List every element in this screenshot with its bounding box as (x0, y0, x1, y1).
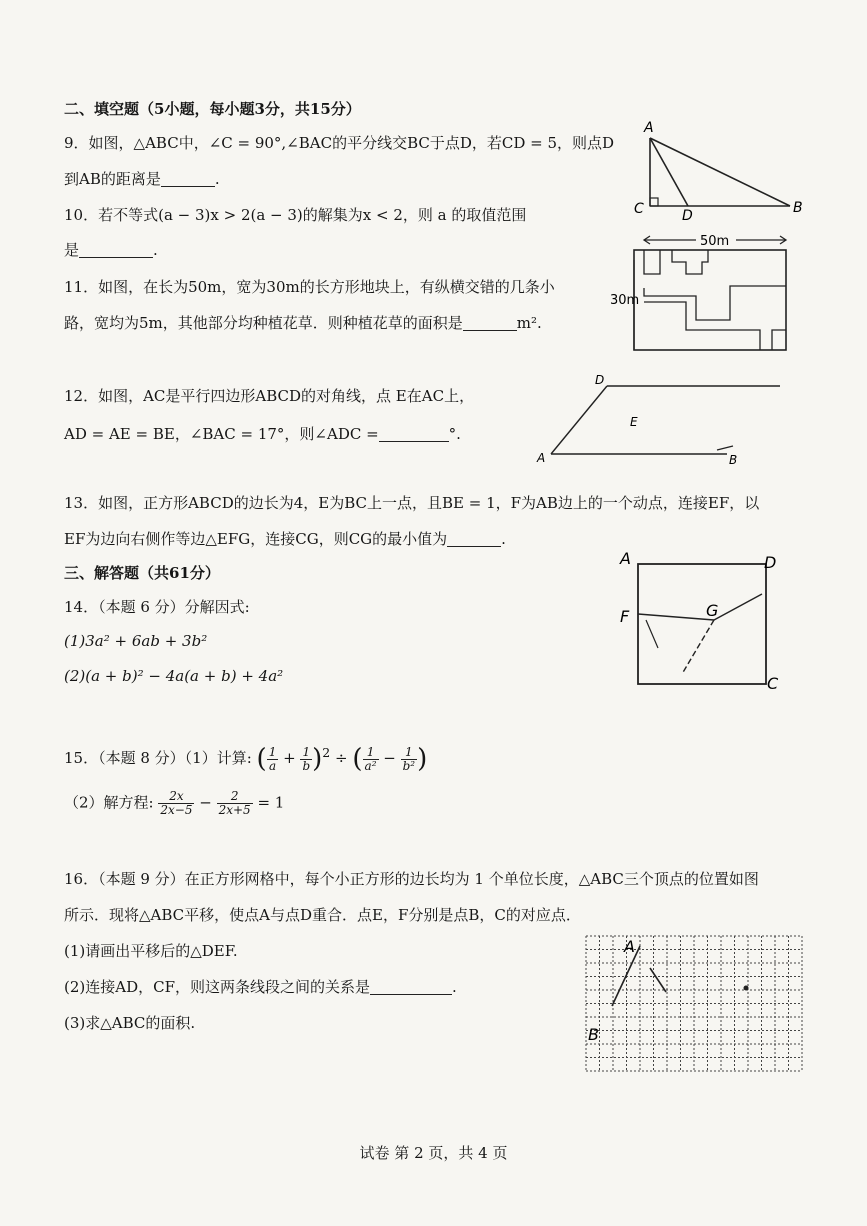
q13-line2-text: EF为边向右侧作等边△EFG，连接CG，则CG的最小值为 (64, 530, 448, 548)
q13-label-d: D (764, 553, 777, 572)
q15-part2-label: （2）解方程: (64, 793, 154, 812)
q15-frac-3 (363, 746, 379, 773)
q11-line1: 11．如图，在长为50m，宽为30m的长方形地块上，有纵横交错的几条小 (64, 278, 555, 296)
q12-label-e: E (630, 415, 638, 429)
q9-figure (630, 118, 815, 227)
q16-line1: 16．（本题 9 分）在正方形网格中，每个小正方形的边长均为 1 个单位长度，△ABC三个顶点的位置如图 (64, 870, 759, 888)
q11-line2-text: 路，宽均为5m，其他部分均种植花草．则种植花草的面积是 (64, 314, 463, 332)
q11-figure (610, 230, 795, 359)
section-2-heading: 二、填空题（5小题，每小题3分，共15分） (64, 100, 361, 118)
q15-frac-4-den: b² (402, 758, 416, 773)
q16-dotted-grid (586, 936, 802, 1071)
q13-label-g: G (706, 601, 719, 620)
q11-length-label: 50m (700, 234, 730, 249)
q11-line2-end: m². (516, 314, 542, 332)
q13-label-c: C (767, 674, 779, 693)
q9-line2-end: . (214, 170, 220, 188)
q11-path-h2 (644, 302, 760, 350)
q11-path-v2 (672, 250, 708, 274)
q9-label-b: B (793, 200, 803, 216)
q9-line2-text: 到AB的距离是 (64, 170, 161, 188)
q11-width-label: 30m (610, 293, 640, 308)
q9-triangle-diagram (630, 118, 815, 223)
q15-close-paren-2: ) (417, 744, 428, 774)
q13-square (638, 564, 766, 684)
q12-answer-blank (379, 427, 449, 442)
q9-label-c: C (634, 201, 644, 217)
q11-path-v1 (644, 250, 660, 274)
q15-eq-frac-2-num: 2 (217, 790, 253, 804)
q11-field-rect (634, 250, 786, 350)
q16-line2: 所示．现将△ABC平移，使点A与点D重合．点E，F分别是点B，C的对应点． (64, 906, 581, 924)
q12-line1: 12．如图，AC是平行四边形ABCD的对角线，点 E在AC上， (64, 387, 475, 405)
q9-line1: 9．如图，△ABC中，∠C = 90°,∠BAC的平分线交BC于点D，若CD = 5，则点D (64, 134, 615, 152)
q15-frac-3-num: 1 (363, 746, 379, 760)
q12-line2 (64, 423, 461, 445)
q11-path-h1 (644, 286, 786, 320)
q13-square-diagram (612, 548, 792, 693)
q12-extra-stroke (717, 446, 733, 450)
q13-figure (612, 548, 792, 697)
q13-segment-gc (714, 594, 762, 620)
q16-part1: (1)请画出平移后的△DEF. (64, 942, 238, 960)
q15-eq-frac-2 (217, 790, 253, 817)
q16-part3: (3)求△ABC的面积. (64, 1014, 196, 1032)
q12-label-a: A (537, 451, 546, 465)
q10-line1: 10．若不等式(a − 3)x > 2(a − 3)的解集为x < 2，则 a 的取值范围 (64, 206, 527, 224)
q11-line2 (64, 312, 542, 334)
q12-parallelogram-diagram (535, 370, 785, 470)
q9-side-ab (650, 138, 790, 206)
q15-frac-2-den: b (302, 758, 311, 773)
q16-answer-blank (370, 980, 452, 995)
q12-figure (535, 370, 785, 474)
q13-line2 (64, 528, 506, 550)
q15-frac-3-den: a² (364, 758, 377, 773)
q15-eq-frac-1-den: 2x−5 (160, 803, 193, 817)
q15-part2: （2）解方程: $\frac{2x}{2x-5}$ − $\frac{2}{2x+5}$ = 1 (64, 789, 285, 817)
q12-line2-end: °. (448, 425, 461, 443)
q16-label-a: A (624, 937, 635, 956)
q15-divide-sign: ÷ (335, 749, 348, 767)
q9-right-angle-mark (650, 198, 658, 206)
q15-frac-2-num: 1 (300, 746, 312, 760)
q13-line1: 13．如图，正方形ABCD的边长为4，E为BC上一点，且BE = 1，F为AB边上的一个动点，连接EF，以 (64, 494, 760, 512)
q12-label-d: D (595, 373, 605, 387)
q9-label-a: A (644, 120, 654, 136)
q16-part2 (64, 976, 457, 998)
q16-point-d (744, 986, 749, 991)
q16-figure (584, 934, 804, 1088)
q13-segment-fg (638, 614, 714, 620)
q12-label-b: B (729, 453, 738, 467)
q15-frac-1-num: 1 (268, 744, 277, 759)
q14-part1: (1)3a² + 6ab + 3b² (64, 632, 208, 650)
q16-part2-text: (2)连接AD，CF，则这两条线段之间的关系是 (64, 978, 370, 996)
q10-line2 (64, 239, 158, 261)
q14-title: 14．（本题 6 分）分解因式: (64, 598, 250, 616)
q13-line2-end: . (501, 530, 506, 548)
q15-eq-frac-2-den: 2x+5 (218, 803, 251, 817)
q15-frac-1-den: a (268, 758, 277, 773)
q11-answer-blank (463, 316, 517, 331)
q16-stroke-c (650, 968, 666, 992)
q10-line2-end: . (153, 241, 158, 259)
q15-eq-frac-1-num: 2x (158, 790, 194, 804)
q11-field-diagram (610, 230, 795, 355)
q13-answer-blank (447, 532, 501, 547)
q15-equals: = 1 (257, 793, 285, 812)
q15-open-paren-1: ( (256, 744, 267, 774)
q9-bisector-ad (650, 138, 688, 206)
q13-segment-ge (682, 620, 714, 674)
q16-grid-diagram (584, 934, 804, 1084)
q15-frac-4-num: 1 (401, 746, 418, 760)
q13-stroke-1 (646, 620, 658, 648)
q15-part1: 15．（本题 8 分）（1）计算: ( $\frac{1}{a}$ + $\frac{1}{b}$ )$^2$ ÷ ( $\frac{1}{\text{a²}}$ − $\frac{1}{\text{b²}}$ ) (64, 744, 428, 774)
q15-title: 15．（本题 8 分）（1）计算: (64, 749, 252, 767)
q10-line2-text: 是 (64, 241, 80, 259)
q9-line2 (64, 168, 220, 190)
q13-label-a: A (620, 549, 631, 568)
q15-frac-4 (401, 746, 418, 773)
q16-part2-end: . (452, 978, 457, 996)
q12-side-da (551, 386, 607, 454)
q12-line2-text: AD = AE = BE，∠BAC = 17°，则∠ADC = (64, 425, 379, 443)
q9-answer-blank (161, 172, 215, 187)
q15-power: 2 (322, 745, 331, 760)
q10-answer-blank (79, 243, 153, 258)
q9-label-d: D (682, 208, 693, 224)
q13-label-f: F (620, 607, 630, 626)
page-footer: 试卷 第 2 页，共 4 页 (359, 1144, 508, 1162)
q15-open-paren-2: ( (352, 744, 363, 774)
section-3-heading: 三、解答题（共61分） (64, 564, 220, 582)
q15-frac-2 (300, 746, 312, 773)
q14-part2: (2)(a + b)² − 4a(a + b) + 4a² (64, 667, 284, 685)
q16-label-b: B (588, 1025, 599, 1044)
q11-path-h3 (772, 330, 786, 350)
q15-frac-1 (267, 746, 279, 773)
q15-eq-frac-1 (158, 790, 194, 817)
q15-close-paren-1: ) (312, 744, 323, 774)
